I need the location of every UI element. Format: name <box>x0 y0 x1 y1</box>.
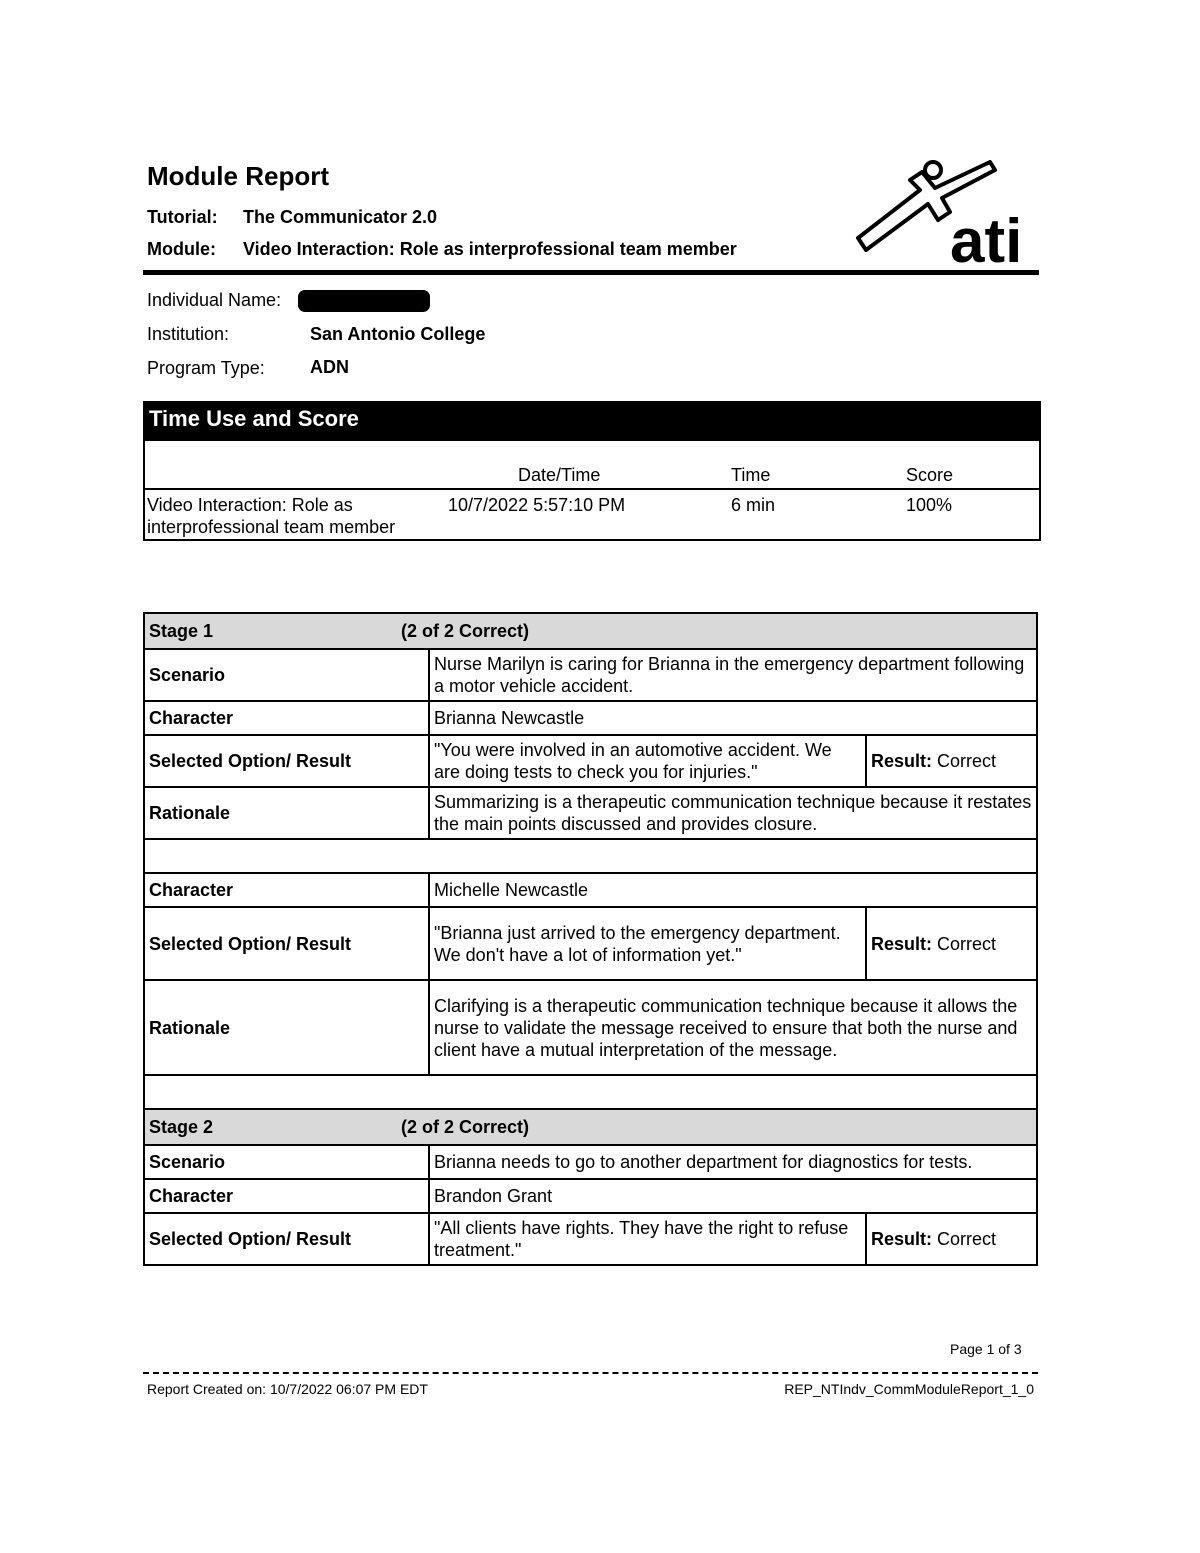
row-score: 100% <box>906 495 953 515</box>
name-label: Individual Name: <box>147 290 282 310</box>
footer-divider <box>143 1372 1038 1374</box>
stage-header <box>144 613 1037 649</box>
institution-value: San Antonio College <box>310 324 486 344</box>
stage-name: Stage 2 <box>149 1117 214 1137</box>
tutorial-value: The Communicator 2.0 <box>243 207 438 227</box>
result-value: Correct <box>937 1229 997 1249</box>
selected-label: Selected Option/ Result <box>144 735 429 787</box>
rationale-text: Clarifying is a therapeutic communication technique because it allows the nurse to validate the message received to ensure that both the nurse and client have a mutual interpretation of the message. <box>429 980 1037 1075</box>
result-cell <box>866 907 1037 980</box>
time-use-divider <box>143 488 1041 490</box>
character-value: Michelle Newcastle <box>429 873 1037 907</box>
table-row <box>144 907 1037 980</box>
ati-logo <box>850 150 1040 270</box>
result-label: Result: <box>871 751 933 771</box>
report-created: Report Created on: 10/7/2022 06:07 PM EDT <box>147 1381 428 1397</box>
result-cell <box>866 1213 1037 1265</box>
scenario-label: Scenario <box>144 649 429 701</box>
table-row <box>144 735 1037 787</box>
tutorial-label: Tutorial: <box>147 207 218 227</box>
character-value: Brianna Newcastle <box>429 701 1037 735</box>
character-label: Character <box>144 873 429 907</box>
module-label: Module: <box>147 239 216 259</box>
scenario-text: Brianna needs to go to another department for diagnostics for tests. <box>429 1145 1037 1179</box>
header-rule <box>143 270 1039 275</box>
table-row <box>144 1179 1037 1213</box>
module-value: Video Interaction: Role as interprofessional team member <box>243 239 737 259</box>
rationale-label: Rationale <box>144 980 429 1075</box>
row-name-line2: interprofessional team member <box>147 517 396 537</box>
rationale-label: Rationale <box>144 787 429 839</box>
selected-option: "You were involved in an automotive accident. We are doing tests to check you for injuries." <box>429 735 866 787</box>
table-row <box>144 980 1037 1075</box>
character-value: Brandon Grant <box>429 1179 1037 1213</box>
table-row <box>144 1145 1037 1179</box>
stage-correct: (2 of 2 Correct) <box>401 621 530 641</box>
result-value: Correct <box>937 751 997 771</box>
program-label: Program Type: <box>147 358 265 378</box>
program-value: ADN <box>310 357 349 377</box>
character-label: Character <box>144 1179 429 1213</box>
col-datetime: Date/Time <box>518 465 601 485</box>
scenario-text: Nurse Marilyn is caring for Brianna in the emergency department following a motor vehicle accident. <box>429 649 1037 701</box>
col-score: Score <box>906 465 954 485</box>
logo-text: ati <box>950 207 1023 270</box>
row-time: 6 min <box>731 495 776 515</box>
stage-header <box>144 1109 1037 1145</box>
result-value: Correct <box>937 933 997 954</box>
selected-option: "All clients have rights. They have the right to refuse treatment." <box>429 1213 866 1265</box>
table-row <box>144 787 1037 839</box>
redacted-name <box>298 290 430 312</box>
scenario-label: Scenario <box>144 1145 429 1179</box>
table-row <box>144 701 1037 735</box>
table-row <box>144 1213 1037 1265</box>
table-row <box>144 649 1037 701</box>
result-label: Result: <box>871 1229 933 1249</box>
result-label: Result: <box>871 933 933 954</box>
result-cell <box>866 735 1037 787</box>
selected-label: Selected Option/ Result <box>144 907 429 980</box>
page-title: Module Report <box>147 161 329 191</box>
row-datetime: 10/7/2022 5:57:10 PM <box>448 495 626 515</box>
stages-table <box>143 612 1038 1266</box>
rationale-text: Summarizing is a therapeutic communication technique because it restates the main points discussed and provides closure. <box>429 787 1037 839</box>
stage-correct: (2 of 2 Correct) <box>401 1117 530 1137</box>
row-name-line1: Video Interaction: Role as <box>147 495 353 515</box>
spacer-row <box>144 1075 1037 1109</box>
institution-label: Institution: <box>147 324 230 344</box>
character-label: Character <box>144 701 429 735</box>
report-id: REP_NTIndv_CommModuleReport_1_0 <box>784 1381 1034 1397</box>
col-time: Time <box>731 465 771 485</box>
table-row <box>144 873 1037 907</box>
spacer-row <box>144 839 1037 873</box>
stage-name: Stage 1 <box>149 621 214 641</box>
selected-option: "Brianna just arrived to the emergency department. We don't have a lot of information yet." <box>429 907 866 980</box>
selected-label: Selected Option/ Result <box>144 1213 429 1265</box>
page-number: Page 1 of 3 <box>950 1341 1022 1357</box>
time-use-heading: Time Use and Score <box>143 401 1041 441</box>
